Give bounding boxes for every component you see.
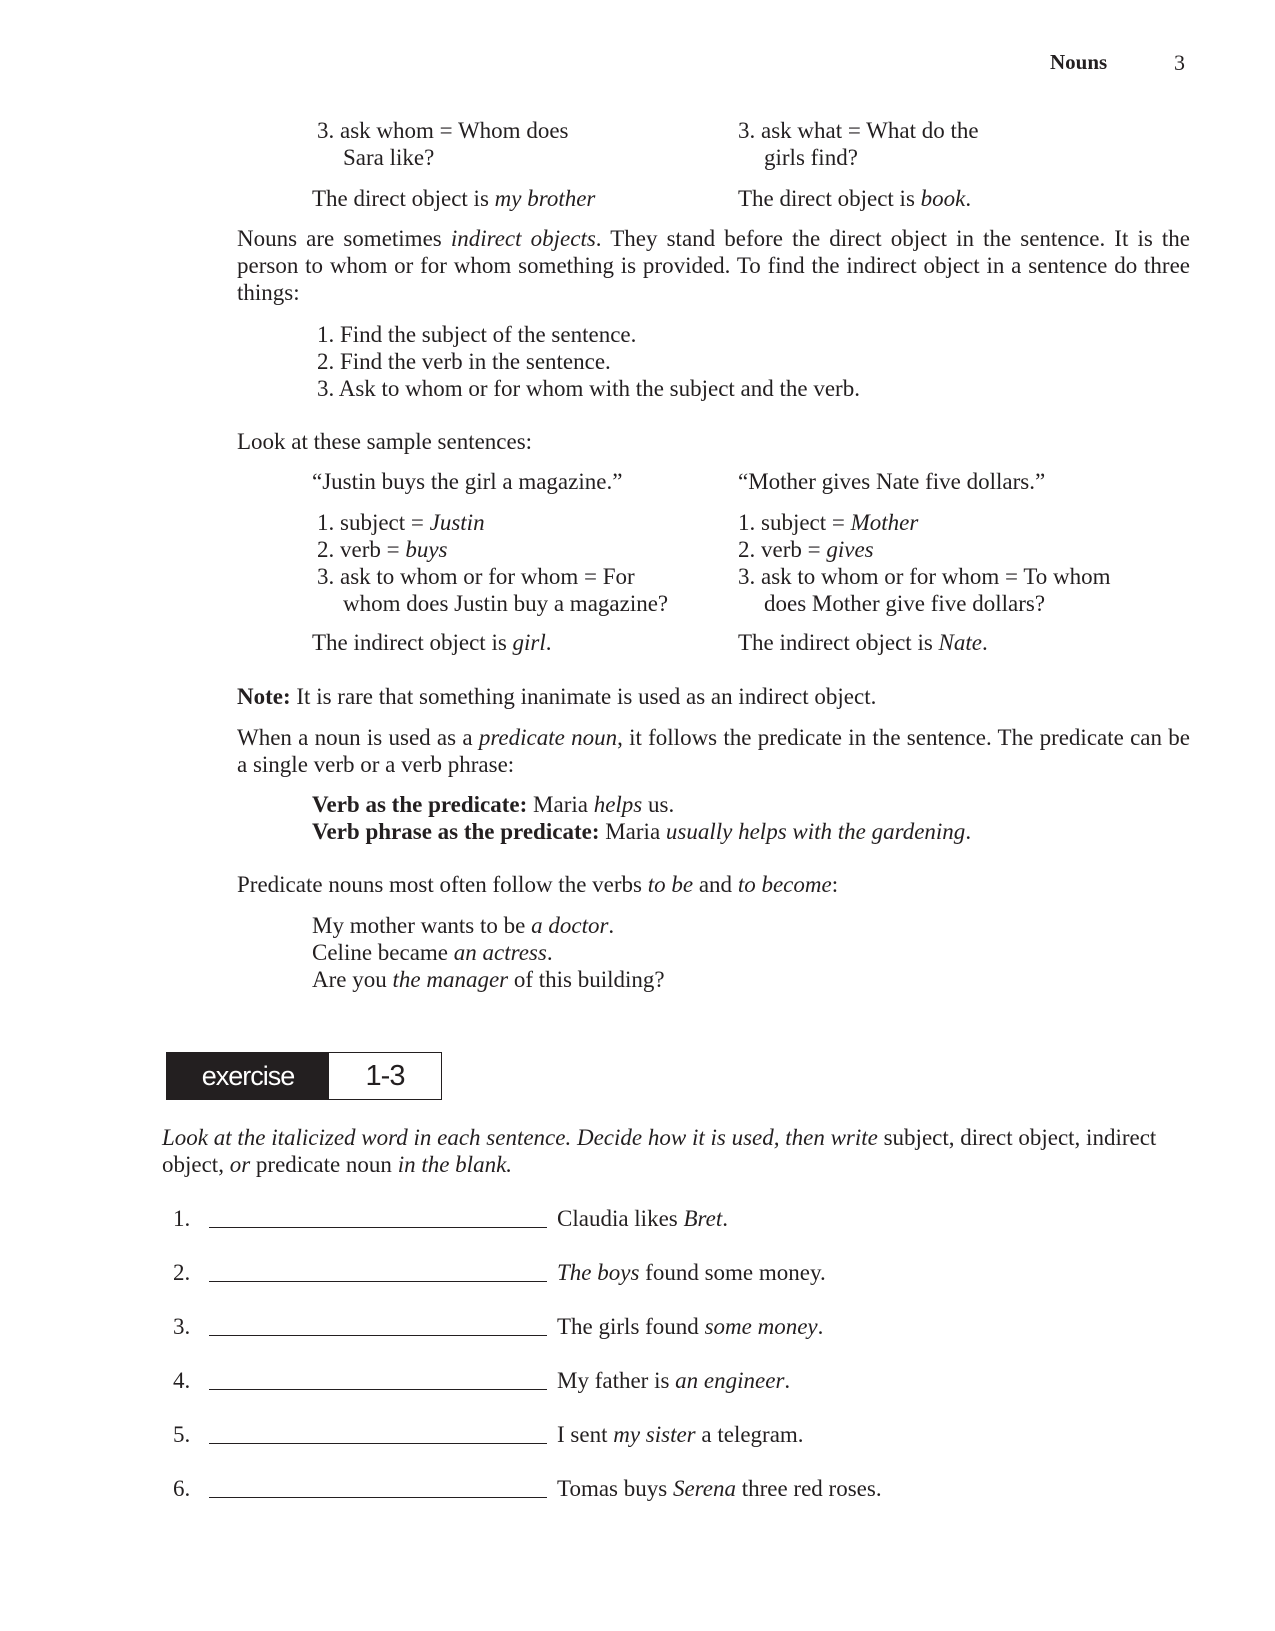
sentence-text: . [817, 1314, 824, 1339]
para-text: Nouns are sometimes [237, 226, 451, 251]
item-sentence [557, 1205, 728, 1232]
instruction-roman: subject, direct object, indirect object, [162, 1125, 1157, 1177]
item-sentence [557, 1475, 882, 1502]
example-italic: an actress [453, 940, 547, 965]
sample-left-sentence: “Justin buys the girl a magazine.” [312, 469, 623, 494]
sentence-text: three red roses. [735, 1476, 882, 1501]
example-text: us. [642, 792, 675, 817]
example-text: . [608, 913, 615, 938]
sample-right-sentence: “Mother gives Nate five dollars.” [738, 469, 1046, 494]
predicate-follow-examples [312, 912, 665, 993]
direct-left-result [312, 185, 595, 212]
predicate-follow-paragraph [237, 871, 838, 898]
step-text: 2. verb = [738, 537, 827, 562]
answer-blank[interactable] [209, 1497, 547, 1498]
direct-right-step3-line2: girls find? [764, 145, 858, 170]
answer-blank[interactable] [209, 1227, 547, 1228]
example-text: Maria [527, 792, 594, 817]
example-italic: a doctor [531, 913, 609, 938]
list-item [312, 912, 665, 939]
result-prefix: The indirect object is [312, 630, 513, 655]
instruction-italic: in the blank. [391, 1152, 513, 1177]
list-item: 3. ask to whom or for whom = For [317, 564, 635, 589]
list-item: 3. Ask to whom or for whom with the subject and the verb. [317, 376, 860, 401]
list-item: 2. Find the verb in the sentence. [317, 349, 611, 374]
example-text: Maria [599, 819, 666, 844]
list-item [312, 939, 665, 966]
step-text: 1. subject = [738, 510, 851, 535]
para-text: Predicate nouns most often follow the verbs [237, 872, 648, 897]
item-sentence [557, 1367, 790, 1394]
sentence-text: My father is [557, 1368, 676, 1393]
example-italic: helps [593, 792, 643, 817]
direct-left-step3-line1: 3. ask whom = Whom does [317, 118, 569, 143]
answer-blank[interactable] [209, 1281, 547, 1282]
sample-left-steps [317, 509, 668, 617]
example-text: . [546, 940, 553, 965]
note [237, 683, 876, 710]
answer-blank[interactable] [209, 1335, 547, 1336]
instruction-roman: predicate noun [255, 1152, 392, 1177]
sample-right-result [738, 629, 988, 656]
exercise-number: 1-3 [365, 1059, 405, 1092]
result-prefix: The indirect object is [738, 630, 939, 655]
sentence-italic: my sister [613, 1422, 696, 1447]
sentence-italic: The boys [557, 1260, 640, 1285]
sentence-italic: Bret [683, 1206, 723, 1231]
term-predicate-noun: predicate noun [478, 725, 618, 750]
note-text: It is rare that something inanimate is used as an indirect object. [290, 684, 877, 709]
sample-right-steps [738, 509, 1111, 617]
sample-left-result [312, 629, 552, 656]
predicate-example-verb-phrase [312, 818, 971, 845]
predicate-noun-paragraph [237, 724, 1190, 778]
example-text: . [965, 819, 972, 844]
example-italic: the manager [392, 967, 509, 992]
list-item-continued: does Mother give five dollars? [764, 591, 1046, 616]
sentence-italic: some money [704, 1314, 818, 1339]
predicate-examples [312, 791, 971, 845]
direct-left-step3 [317, 117, 568, 171]
para-text: , it follows the predicate in the sentence. The predicate can be a single verb or a verb phrase: [237, 725, 1190, 777]
example-text: Are you [312, 967, 393, 992]
item-sentence [557, 1313, 823, 1340]
result-prefix: The direct object is [312, 186, 495, 211]
item-sentence [557, 1421, 804, 1448]
sentence-text: . [722, 1206, 728, 1231]
answer-blank[interactable] [209, 1389, 547, 1390]
list-item [317, 536, 668, 563]
item-number: 2. [173, 1260, 191, 1285]
sentence-italic: an engineer [675, 1368, 785, 1393]
item-sentence [557, 1259, 826, 1286]
indirect-objects-paragraph [237, 225, 1190, 306]
step-word: Mother [850, 510, 919, 535]
list-item: 1. Find the subject of the sentence. [317, 322, 637, 347]
step-word: gives [826, 537, 874, 562]
sentence-text: Tomas buys [557, 1476, 673, 1501]
para-text: When a noun is used as a [237, 725, 479, 750]
direct-right-result [738, 185, 971, 212]
result-suffix: . [965, 186, 972, 211]
verb-to-become: to become [737, 872, 832, 897]
sentence-text: . [784, 1368, 791, 1393]
result-word: Nate [938, 630, 982, 655]
example-label: Verb as the predicate: [312, 792, 528, 817]
item-number: 3. [173, 1314, 191, 1339]
sentence-text: a telegram. [695, 1422, 804, 1447]
result-word: my brother [494, 186, 596, 211]
list-item [312, 966, 665, 993]
term-indirect-objects: indirect objects [450, 226, 596, 251]
indirect-steps-list [317, 321, 860, 402]
result-prefix: The direct object is [738, 186, 921, 211]
list-item-continued: whom does Justin buy a magazine? [343, 591, 669, 616]
exercise-header-box [166, 1052, 442, 1100]
result-word: book [920, 186, 966, 211]
exercise-label: exercise [167, 1053, 329, 1099]
sentence-text: found some money. [639, 1260, 826, 1285]
running-header-title: Nouns [1050, 50, 1108, 74]
verb-to-be: to be [647, 872, 694, 897]
example-label: Verb phrase as the predicate: [312, 819, 600, 844]
direct-right-step3-line1: 3. ask what = What do the [738, 118, 979, 143]
para-text: and [693, 872, 738, 897]
list-item [738, 509, 1111, 536]
example-text: Celine became [312, 940, 454, 965]
result-suffix: . [545, 630, 552, 655]
instruction-italic: Look at the italicized word in each sentence. Decide how it is used, then write [162, 1125, 878, 1150]
list-item: 3. ask to whom or for whom = To whom [738, 564, 1111, 589]
para-text: : [831, 872, 839, 897]
note-label: Note: [237, 684, 291, 709]
sentence-text: Claudia likes [557, 1206, 684, 1231]
page-number: 3 [1174, 50, 1185, 75]
para-text: . They stand before the direct object in the sentence. It is the person to whom or for whom something is provided. To find the indirect object in a sentence do three things: [237, 226, 1191, 305]
item-number: 4. [173, 1368, 191, 1393]
list-item [317, 509, 668, 536]
example-text: My mother wants to be [312, 913, 532, 938]
list-item [738, 536, 1111, 563]
step-text: 1. subject = [317, 510, 430, 535]
step-word: buys [405, 537, 448, 562]
step-text: 2. verb = [317, 537, 406, 562]
predicate-example-verb [312, 791, 971, 818]
result-suffix: . [982, 630, 988, 655]
sentence-italic: Serena [672, 1476, 736, 1501]
item-number: 5. [173, 1422, 191, 1447]
direct-right-step3 [738, 117, 979, 171]
direct-left-step3-line2: Sara like? [343, 145, 435, 170]
example-italic: usually helps with the gardening [665, 819, 966, 844]
sentence-text: The girls found [557, 1314, 705, 1339]
item-number: 1. [173, 1206, 191, 1231]
result-word: girl [512, 630, 546, 655]
sentence-text: I sent [557, 1422, 614, 1447]
samples-label: Look at these sample sentences: [237, 429, 533, 454]
instruction-italic: or [223, 1152, 256, 1177]
exercise-instructions [162, 1124, 1202, 1178]
example-text: of this building? [508, 967, 665, 992]
answer-blank[interactable] [209, 1443, 547, 1444]
item-number: 6. [173, 1476, 191, 1501]
step-word: Justin [429, 510, 485, 535]
